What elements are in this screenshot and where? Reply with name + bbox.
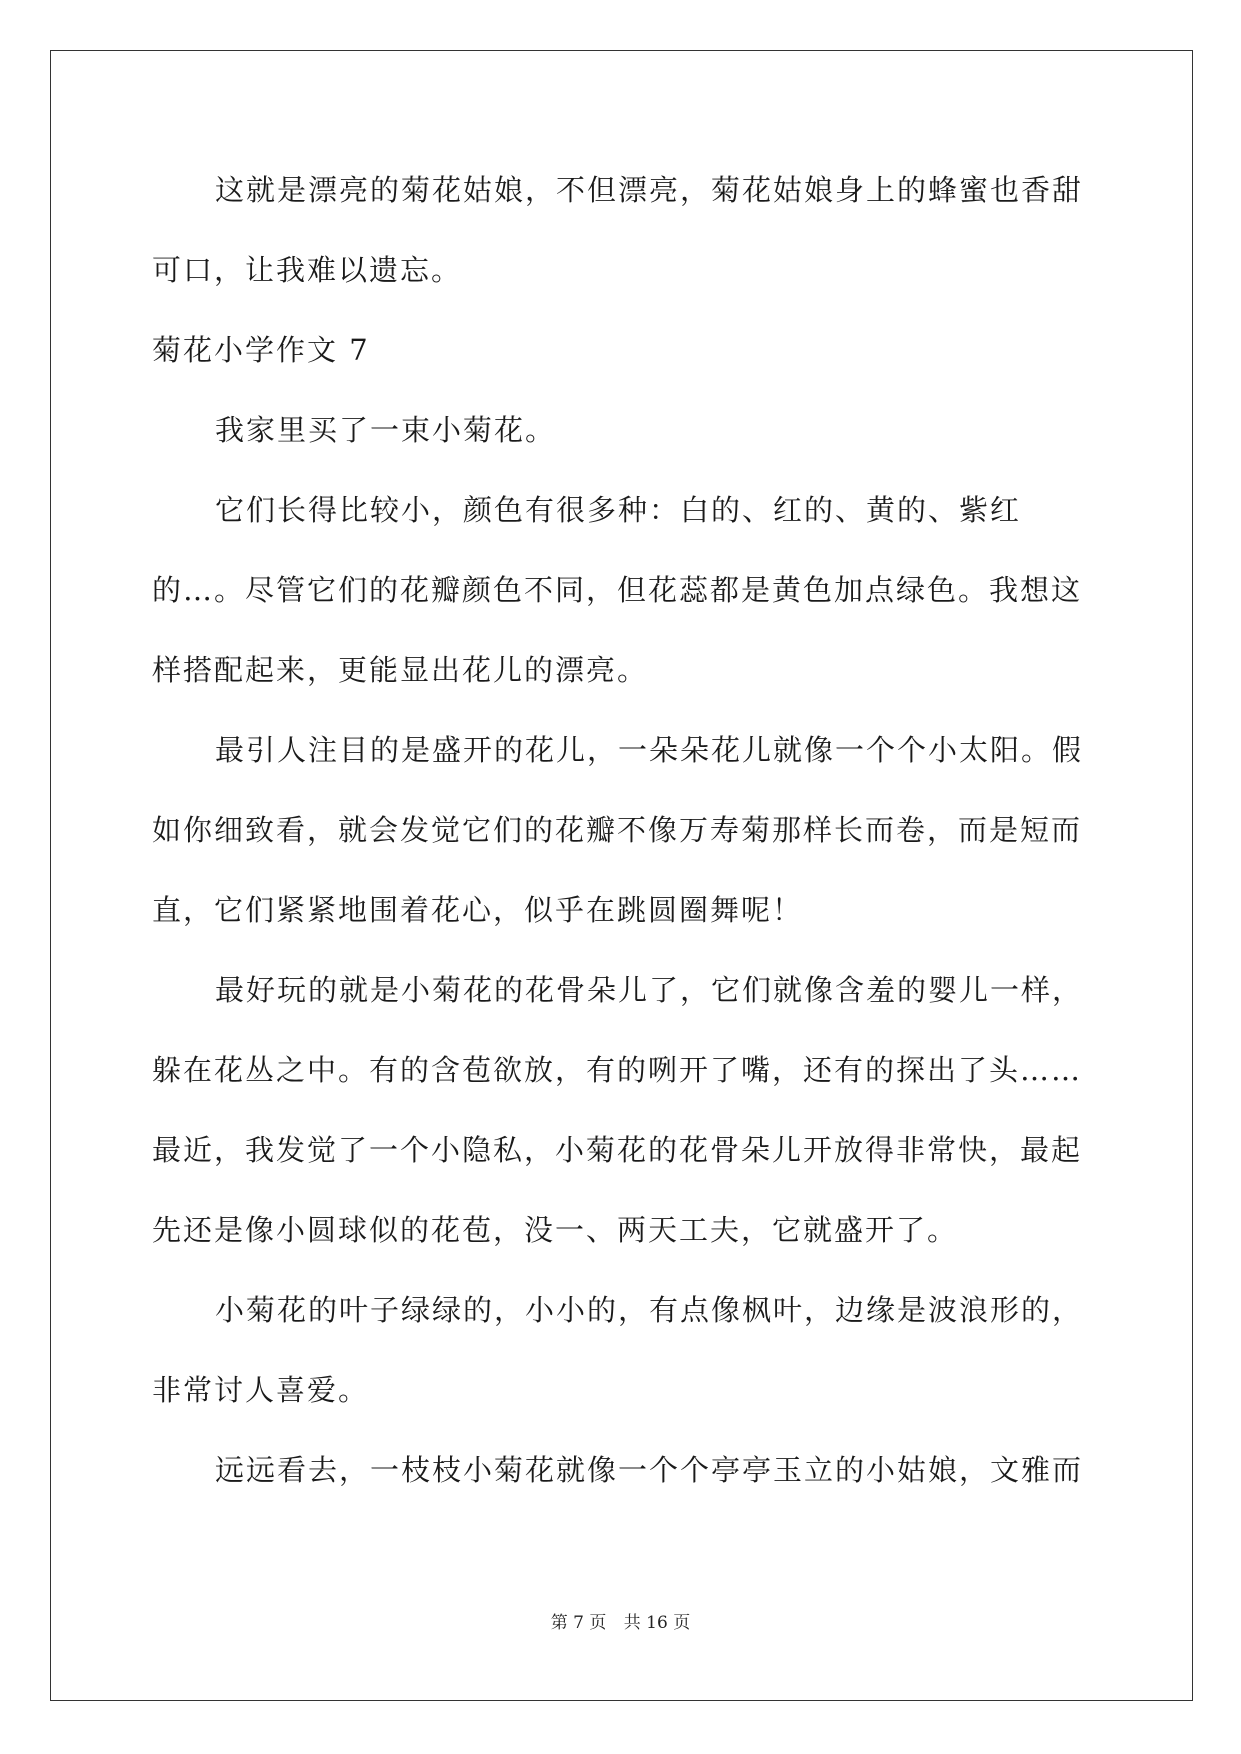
- page-number: 第 7 页: [550, 1613, 607, 1633]
- paragraph-line: 我家里买了一束小菊花。: [215, 413, 557, 447]
- paragraph-line: 的…。尽管它们的花瓣颜色不同，但花蕊都是黄色加点绿色。我想这: [152, 573, 1083, 607]
- paragraph-line: 最引人注目的是盛开的花儿，一朵朵花儿就像一个个小太阳。假: [215, 733, 1084, 767]
- paragraph-line: 躲在花丛之中。有的含苞欲放，有的咧开了嘴，还有的探出了头……: [152, 1053, 1083, 1087]
- page-footer: [0, 1612, 1241, 1634]
- paragraph-line: 这就是漂亮的菊花姑娘，不但漂亮，菊花姑娘身上的蜂蜜也香甜: [215, 173, 1084, 207]
- section-heading: 菊花小学作文 7: [152, 333, 370, 367]
- paragraph-line: 最近，我发觉了一个小隐私，小菊花的花骨朵儿开放得非常快，最起: [152, 1133, 1083, 1167]
- paragraph-line: 先还是像小圆球似的花苞，没一、两天工夫，它就盛开了。: [152, 1213, 959, 1247]
- paragraph-line: 小菊花的叶子绿绿的，小小的，有点像枫叶，边缘是波浪形的，: [215, 1293, 1084, 1327]
- paragraph-line: 可口，让我难以遗忘。: [152, 253, 463, 287]
- paragraph-line: 如你细致看，就会发觉它们的花瓣不像万寿菊那样长而卷，而是短而: [152, 813, 1083, 847]
- paragraph-line: 非常讨人喜爱。: [152, 1373, 370, 1407]
- paragraph-line: 样搭配起来，更能显出花儿的漂亮。: [152, 653, 649, 687]
- paragraph-line: 远远看去，一枝枝小菊花就像一个个亭亭玉立的小姑娘，文雅而: [215, 1453, 1084, 1487]
- page-total: 共 16 页: [623, 1613, 691, 1633]
- paragraph-line: 它们长得比较小，颜色有很多种：白的、红的、黄的、紫红: [215, 493, 1022, 527]
- paragraph-line: 直，它们紧紧地围着花心，似乎在跳圆圈舞呢！: [152, 893, 804, 927]
- paragraph-line: 最好玩的就是小菊花的花骨朵儿了，它们就像含羞的婴儿一样，: [215, 973, 1084, 1007]
